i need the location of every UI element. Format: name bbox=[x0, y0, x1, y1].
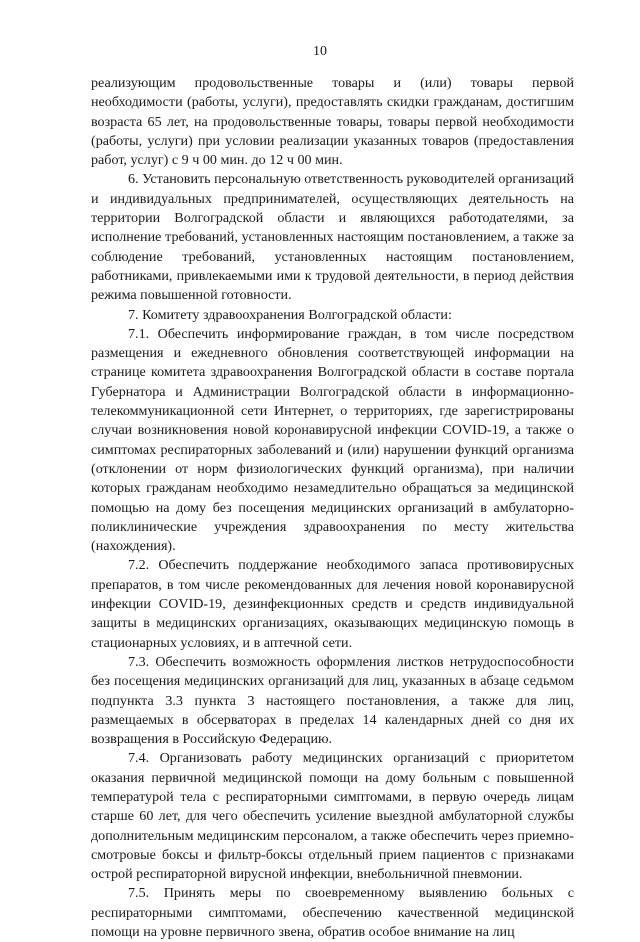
page-number: 10 bbox=[313, 44, 327, 59]
document-body bbox=[91, 74, 574, 942]
paragraph-item-7-1: 7.1. Обеспечить информирование граждан, в том числе посредством размещения и ежедневного обновления соответствующей информации на странице комитета здравоохранения Волгоградской области в составе портала Губернатора и Администрации Волгоградской области в информационно-телекоммуникационной сети Интернет, о территориях, где зарегистрированы случаи возникновения новой коронавирусной инфекции COVID-19, а также о симптомах респираторных заболеваний и (или) нарушении функций организма (отклонении от норм физиологических функций организма), при наличии которых гражданам необходимо незамедлительно обращаться за медицинской помощью на дому без посещения медицинских организаций в амбулаторно-поликлинические учреждения здравоохранения по месту жительства (нахождения). bbox=[91, 325, 574, 555]
paragraph-item-7-4: 7.4. Организовать работу медицинских организаций с приоритетом оказания первичной медицинской помощи на дому больным с повышенной температурой тела с респираторными симптомами, в первую очередь лицам старше 60 лет, для чего обеспечить усиление выездной амбулаторной службы дополнительным медицинским персоналом, а также обеспечить через приемно-смотровые боксы и фильтр-боксы отдельный прием пациентов с признаками острой респираторной вирусной инфекции, внебольничной пневмонии. bbox=[91, 750, 574, 883]
paragraph-item-7-5: 7.5. Принять меры по своевременному выявлению больных с респираторными симптомами, обеспечению качественной медицинской помощи на уровне первичного звена, обратив особое внимание на лиц bbox=[91, 885, 574, 941]
paragraph-continuation: реализующим продовольственные товары и (или) товары первой необходимости (работы, услуги), предоставлять скидки гражданам, достигшим возраста 65 лет, на продовольственные товары, товары первой необходимости (работы, услуги) при условии реализации указанных товаров (предоставления работ, услуг) с 9 ч 00 мин. до 12 ч 00 мин. bbox=[91, 75, 574, 169]
paragraph-item-7-2: 7.2. Обеспечить поддержание необходимого запаса противовирусных препаратов, в том числе рекомендованных для лечения новой коронавирусной инфекции COVID-19, дезинфекционных средств и средств индивидуальной защиты в медицинских организациях, оказывающих медицинскую помощь в стационарных условиях, и в аптечной сети. bbox=[91, 557, 574, 651]
paragraph-item-7-3: 7.3. Обеспечить возможность оформления листков нетрудоспособности без посещения медицинских организаций для лиц, указанных в абзаце седьмом подпункта 3.3 пункта 3 настоящего постановления, а также для лиц, размещаемых в обсерваторах в пределах 14 календарных дней со дня их возвращения в Российскую Федерацию. bbox=[91, 653, 574, 748]
paragraph-item-6: 6. Установить персональную ответственность руководителей организаций и индивидуальных предпринимателей, осуществляющих деятельность на территории Волгоградской области и являющихся работодателями, за исполнение требований, установленных настоящим постановлением, а также за соблюдение требований, установленных настоящим постановлением, работниками, привлекаемыми ими к трудовой деятельности, в период действия режима повышенной готовности. bbox=[91, 171, 574, 304]
paragraph-item-7: 7. Комитету здравоохранения Волгоградской области: bbox=[128, 306, 452, 323]
